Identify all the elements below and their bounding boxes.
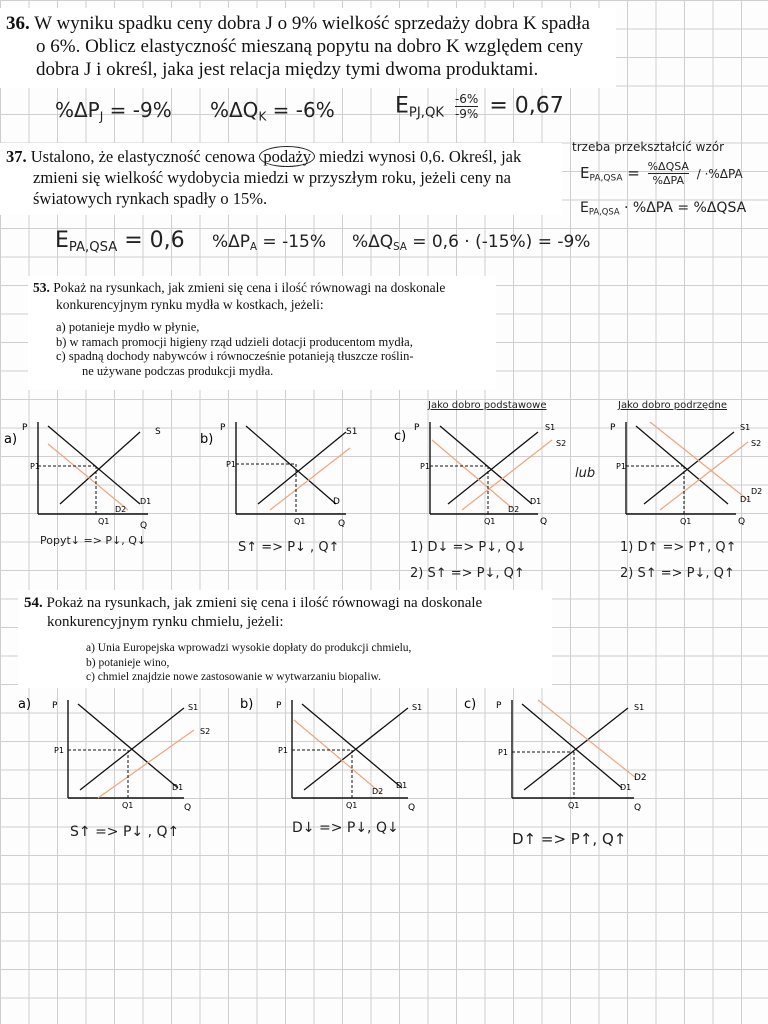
svg-text:c): c) [394, 429, 407, 444]
list-item: a) potanieje mydło w płynie, [56, 320, 200, 334]
svg-text:b): b) [200, 432, 214, 447]
svg-text:P: P [276, 701, 282, 711]
task36-handwritten-elasticity: $E_{PJ,QK}$ $\frac{-6\%}{-9\%}$ = 0,67 [395, 92, 564, 121]
svg-text:P1: P1 [30, 462, 40, 471]
answer-54a: S↑ => P↓ , Q↑ [70, 824, 180, 840]
svg-text:S1: S1 [412, 703, 423, 712]
svg-text:Q1: Q1 [484, 517, 496, 526]
answer-53c-1: 1) D↓ => P↓, Q↓ [410, 540, 527, 555]
svg-text:P: P [610, 423, 616, 433]
svg-text:Q: Q [738, 517, 746, 527]
svg-text:P: P [22, 423, 28, 433]
svg-text:S1: S1 [545, 423, 556, 432]
list-item: c) spadną dochody nabywców i równocześnie potanieją tłuszcze roślin- [56, 349, 414, 363]
svg-text:D1: D1 [620, 783, 632, 792]
svg-text:P1: P1 [278, 746, 288, 755]
svg-text:P: P [52, 701, 58, 711]
task37-text: 37. Ustalono, że elastyczność cenowa podaży miedzi wynosi 0,6. Określ, jak zmieni się wielkość wydobycia miedzi w przyszłym roku, jeżeli ceny na światowych rynkach spadły o 15%. [6, 147, 522, 208]
svg-text:Q1: Q1 [98, 517, 110, 526]
svg-text:Q: Q [338, 519, 346, 529]
svg-text:Q: Q [408, 803, 416, 813]
svg-text:Q1: Q1 [294, 517, 306, 526]
svg-text:a): a) [4, 432, 18, 447]
task-number: 36. [6, 13, 30, 34]
circled-word: podaży [259, 146, 315, 167]
svg-text:Q: Q [540, 517, 548, 527]
svg-text:P1: P1 [420, 462, 430, 471]
svg-text:S: S [155, 427, 161, 437]
task36-handwritten-pj: $\%\Delta P_J = -9\%$ [55, 98, 172, 124]
graph-53d [588, 418, 768, 533]
graph-53b [198, 418, 373, 533]
svg-text:D: D [333, 497, 340, 507]
svg-text:Q: Q [184, 803, 192, 813]
svg-text:P: P [414, 423, 420, 433]
svg-text:S2: S2 [200, 727, 211, 736]
list-item: ne używane podczas produkcji mydła. [82, 363, 274, 378]
answer-53a: Popyt↓ => P↓, Q↓ [40, 534, 147, 547]
task37-note-title: trzeba przekształcić wzór [572, 140, 725, 154]
svg-text:S1: S1 [634, 703, 645, 712]
svg-text:D1: D1 [140, 497, 152, 506]
svg-text:Q1: Q1 [568, 801, 580, 810]
svg-text:S2: S2 [751, 439, 762, 448]
svg-text:Q1: Q1 [346, 801, 358, 810]
task53-text: 53. Pokaż na rysunkach, jak zmieni się cena i ilość równowagi na doskonale konkurencyjnym rynku mydła w kostkach, jeżeli: [33, 280, 446, 312]
answer-54b: D↓ => P↓, Q↓ [292, 820, 399, 836]
svg-text:Q1: Q1 [122, 801, 134, 810]
svg-text:D1: D1 [740, 495, 752, 504]
task54-items [86, 641, 411, 685]
label-podstawowe: Jako dobro podstawowe [428, 400, 547, 411]
svg-text:D2: D2 [115, 505, 127, 514]
task36-text [6, 12, 590, 81]
task37-note-line2: $E_{PA,QSA} \cdot \%\Delta PA = \%\Delta QSA$ [580, 200, 747, 217]
svg-text:S1: S1 [740, 423, 751, 432]
svg-text:b): b) [240, 697, 254, 712]
svg-text:P1: P1 [498, 748, 508, 757]
answer-53b: S↑ => P↓ , Q↑ [238, 540, 340, 555]
answer-53c-2: 2) S↑ => P↓, Q↑ [410, 566, 525, 581]
task-line: o 6%. Oblicz elastyczność mieszaną popytu na dobro K względem ceny [36, 36, 584, 57]
list-item: a) Unia Europejska wprowadzi wysokie dopłaty do produkcji chmielu, [86, 642, 412, 654]
svg-text:S2: S2 [556, 439, 567, 448]
list-item: c) chmiel znajdzie nowe zastosowanie w wytwarzaniu biopaliw. [86, 671, 381, 683]
graph-54b [236, 694, 456, 819]
graph-54a [14, 694, 234, 819]
svg-text:P: P [220, 423, 226, 433]
svg-text:P: P [496, 701, 502, 711]
label-lub: lub [575, 466, 596, 481]
svg-text:P1: P1 [54, 746, 64, 755]
task54-text: 54. Pokaż na rysunkach, jak zmieni się cena i ilość równowagi na doskonale konkurencyjnym rynku chmielu, jeżeli: [24, 595, 483, 630]
svg-text:P1: P1 [616, 462, 626, 471]
label-podrzedne: Jako dobro podrzędne [618, 400, 727, 411]
graph-53c [390, 418, 570, 533]
task37-handwritten-qsa: $\%\Delta Q_{SA} = 0,6 \cdot (-15\%) = -9\%$ [352, 232, 591, 254]
svg-text:c): c) [464, 697, 477, 712]
answer-54c: D↑ => P↑, Q↑ [512, 830, 627, 848]
answer-53d-1: 1) D↑ => P↑, Q↑ [620, 540, 737, 555]
task53-items [56, 320, 414, 378]
svg-text:a): a) [18, 697, 32, 712]
task-number: 37. [6, 147, 27, 166]
svg-text:Q: Q [140, 521, 148, 531]
list-item: b) potanieje wino, [86, 656, 170, 669]
task36-handwritten-qk: $\%\Delta Q_K = -6\%$ [210, 98, 335, 124]
svg-text:Q1: Q1 [680, 517, 692, 526]
task-line: W wyniku spadku ceny dobra J o 9% wielkość sprzedaży dobra K spadła [34, 13, 590, 34]
svg-text:D2: D2 [751, 487, 763, 496]
svg-text:S1: S1 [346, 427, 358, 437]
svg-text:S1: S1 [188, 703, 199, 712]
svg-text:Q: Q [634, 803, 642, 813]
svg-text:D2: D2 [508, 505, 520, 514]
svg-text:D2: D2 [372, 787, 384, 796]
task-line: dobra J i określ, jaka jest relacja między tymi dwoma produktami. [36, 59, 539, 80]
graph-54c [458, 694, 678, 819]
svg-text:D1: D1 [530, 497, 542, 506]
svg-text:D1: D1 [396, 781, 408, 790]
answer-53d-2: 2) S↑ => P↓, Q↑ [620, 566, 735, 581]
svg-text:D2: D2 [634, 773, 647, 783]
graph-53a [0, 418, 175, 533]
svg-text:P1: P1 [226, 460, 236, 469]
task37-note-formula: $E_{PA,QSA}$ = %ΔQSA %ΔPA / ·%ΔPA [580, 160, 743, 187]
svg-text:D1: D1 [172, 783, 184, 792]
list-item: b) w ramach promocji higieny rząd udzieli dotacji producentom mydła, [56, 334, 413, 349]
task37-handwritten-e: $E_{PA,QSA} = 0,6$ [55, 228, 185, 255]
task37-handwritten-pa: $\%\Delta P_A = -15\%$ [212, 232, 327, 254]
